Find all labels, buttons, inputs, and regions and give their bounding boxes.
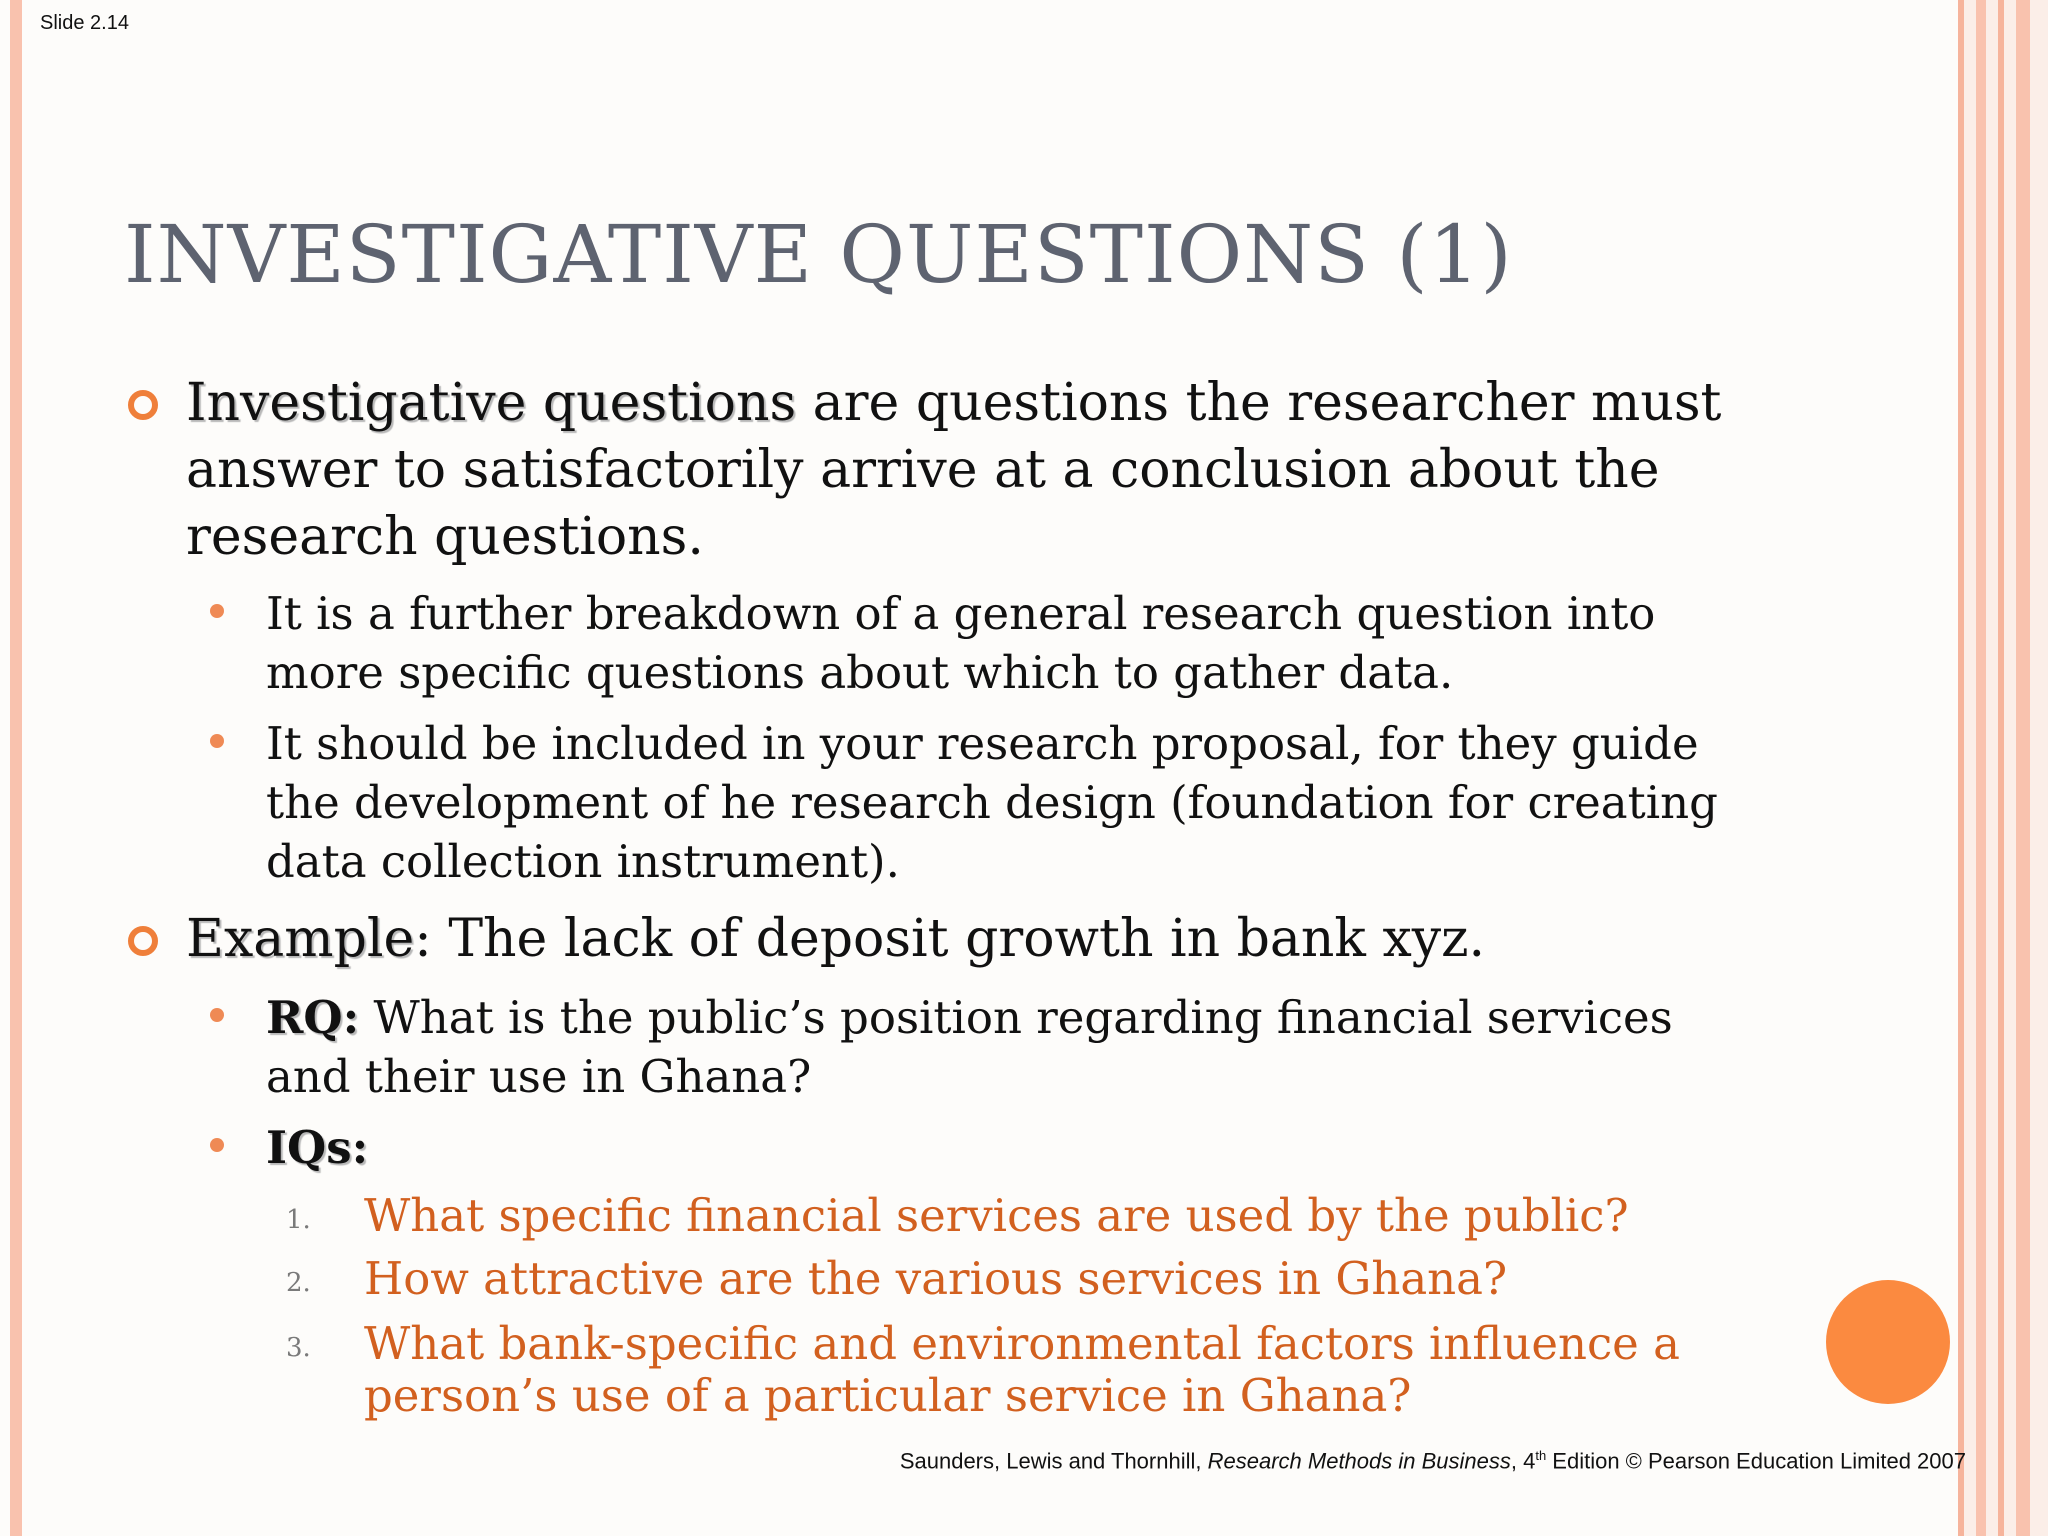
sub-bullet [266,714,1756,891]
rq-text: What is the public’s position regarding financial services and their use in Ghana? [266,991,1673,1103]
footer-book-title: Research Methods in Business [1207,1448,1511,1474]
key-term: Investigative questions [186,373,797,433]
sub-bullet [266,584,1756,702]
sub-bullet-rq [266,988,1756,1106]
footer-authors: Saunders, Lewis and Thornhill, [899,1448,1208,1474]
iq-text: What specific financial services are used by the public? [364,1189,1629,1242]
right-border-stripe [2016,0,2030,1536]
right-border-stripe [1976,0,1986,1536]
circle-bullet-icon [128,926,158,956]
sub-bullet-iqs [266,1118,1756,1177]
sub-bullet-text: It is a further breakdown of a general research question into more specific questions about which to gather data. [266,587,1656,699]
bullet-investigative-questions [186,370,1746,571]
bullet-example [186,906,1746,973]
decorative-circle [1826,1280,1950,1404]
iq-number: 3. [286,1333,311,1363]
right-border-band [1960,0,2048,1536]
iq-text: How attractive are the various services in Ghana? [364,1252,1508,1305]
iq-item [286,1252,1724,1305]
iq-item [286,1317,1724,1422]
slide-title: INVESTIGATIVE QUESTIONS (1) [124,208,1513,301]
bullet-text: are questions the researcher must answer to satisfactorily arrive at a conclusion about the research questions. [186,373,1722,567]
dot-bullet-icon [210,734,224,748]
dot-bullet-icon [210,1138,224,1152]
bullet-text: : The lack of deposit growth in bank xyz. [414,909,1486,969]
iq-number: 2. [286,1268,311,1298]
key-term: Example [186,909,415,969]
dot-bullet-icon [210,604,224,618]
slide-number: Slide 2.14 [40,12,129,34]
circle-bullet-icon [128,390,158,420]
iqs-label: IQs: [266,1121,369,1174]
left-border-stripe [10,0,22,1536]
footer-edition-suffix: th [1535,1448,1547,1463]
iq-number: 1. [286,1205,311,1235]
right-border-stripe [1958,0,1964,1536]
rq-label: RQ: [266,991,360,1044]
footer-edition: , 4 [1510,1448,1536,1474]
iq-text: What bank-specific and environmental factors influence a person’s use of a particular service in Ghana? [364,1317,1680,1422]
right-border-stripe [1998,0,2004,1536]
sub-bullet-text: It should be included in your research proposal, for they guide the development of he research design (foundation for creating data collection instrument). [266,717,1718,888]
iq-item [286,1189,1724,1242]
footer-publisher: Edition © Pearson Education Limited 2007 [1546,1448,1966,1474]
citation-footer [900,1448,1966,1474]
dot-bullet-icon [210,1008,224,1022]
